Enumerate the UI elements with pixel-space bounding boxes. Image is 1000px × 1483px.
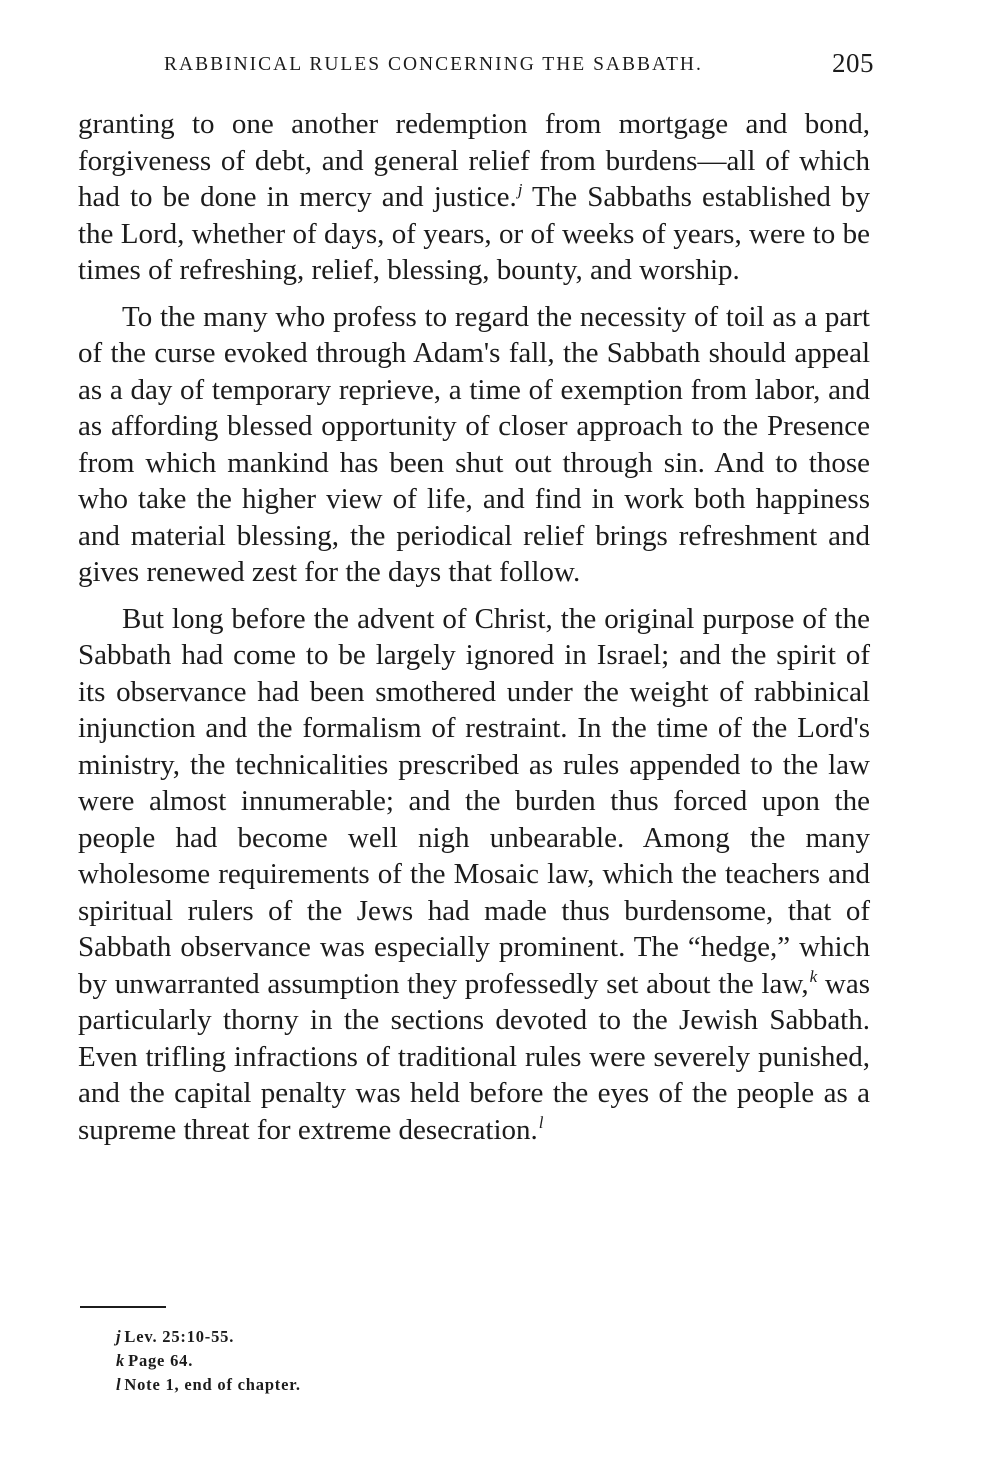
footnote-mark: l [116,1375,122,1394]
footnote-k [116,1349,616,1373]
footnote-mark: j [116,1327,122,1346]
footnote-ref-k: k [809,966,818,986]
paragraph-2: To the many who profess to regard the necessity of toil as a part of the curse evoked through Adam's fall, the Sabbath should appeal as a day of temporary reprieve, a time of exemption from labor, and as affording blessed opportunity of closer approach to the Presence from which mankind has been shut out through sin. And to those who take the higher view of life, and find in work both happiness and material blessing, the periodical relief brings refreshment and gives renewed zest for the days that follow. [78,300,870,588]
paragraph-3 [78,601,870,1149]
page-number: 205 [832,48,874,78]
footnote-j [116,1325,616,1349]
paragraph-3-text-a: But long before the advent of Christ, the original purpose of the Sabbath had come to be largely ignored in Israel; and the spirit of its observance had been smothered under the weight of rabbinical injunction and the formalism of restraint. In the time of the Lord's ministry, the technicalities prescribed as rules appended to the law were almost innumerable; and the burden thus forced upon the people had become well nigh unbearable. Among the many wholesome requirements of the Mosaic law, which the teachers and spiritual rulers of the Jews had made thus burdensome, that of Sabbath observance was especially prominent. The “hedge,” which by unwarranted assumption they professedly set about the law, [78,602,870,1000]
paragraph-1 [78,106,870,289]
footnote-mark: k [116,1351,126,1370]
paragraph-1-text-b: The Sabbaths established by the Lord, whether of days, of years, or of weeks of years, were to be times of refreshing, relief, blessing, bounty, and worship. [78,181,870,286]
body-text [78,106,870,1158]
footnotes [116,1325,616,1397]
footnote-ref-j: j [517,180,523,200]
running-title: RABBINICAL RULES CONCERNING THE SABBATH. [164,54,703,75]
paragraph-1-text-a: granting to one another redemption from mortgage and bond, forgiveness of debt, and general relief from burdens—all of which had to be done in mercy and justice. [78,108,870,213]
footnote-ref-l: l [538,1112,544,1132]
footnote-l [116,1373,616,1397]
footnote-text: Lev. 25:10-55. [124,1327,235,1346]
footnote-text: Page 64. [128,1351,194,1370]
footnote-text: Note 1, end of chapter. [124,1375,301,1394]
running-head [78,48,874,82]
footnote-divider [80,1306,166,1308]
paragraph-3-text-b: was particularly thorny in the sections devoted to the Jewish Sabbath. Even trifling infractions of traditional rules were severely punished, and the capital penalty was held before the eyes of the people as a supreme threat for extreme desecration. [78,967,870,1146]
